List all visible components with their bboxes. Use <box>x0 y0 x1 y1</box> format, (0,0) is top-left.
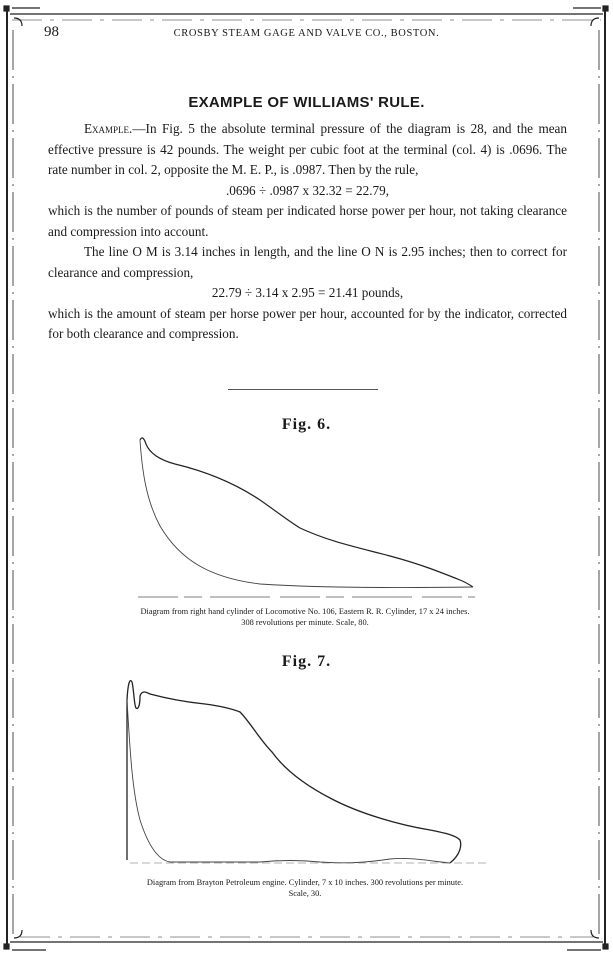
figure-6-label: Fig. 6. <box>281 416 332 433</box>
figure-7-upper-curve <box>127 681 461 863</box>
paragraph-1-text: —In Fig. 5 the absolute terminal pressure of the diagram is 28, and the mean effective pressure is 42 pounds. The weight per cubic foot at the terminal (col. 4) is .0696. The rate number in col. 2, opposite the M. E. P., is .0987. Then by the rule, <box>48 121 567 177</box>
corner-ornament-tr <box>603 6 608 11</box>
paragraph-1 <box>48 119 567 181</box>
figure-7-caption-line-1: Diagram from Brayton Petroleum engine. Cylinder, 7 x 10 inches. 300 revolutions per minute. <box>146 878 464 887</box>
figure-6-upper-curve <box>140 438 473 587</box>
section-separator-rule <box>228 389 378 390</box>
corner-ornament-tl <box>4 6 9 11</box>
paragraph-2: which is the number of pounds of steam per indicated horse power per hour, not taking clearance and compression into account. <box>48 203 567 239</box>
example-lead: Example. <box>84 121 133 136</box>
figure-6-caption <box>60 606 550 628</box>
figure-6-caption-line-2: 308 revolutions per minute. Scale, 80. <box>241 618 369 627</box>
body-text <box>48 119 567 345</box>
figure-7-caption-line-2: Scale, 30. <box>288 889 322 898</box>
figure-7-label: Fig. 7. <box>281 653 332 670</box>
corner-scroll-tl <box>14 18 22 26</box>
section-title: EXAMPLE OF WILLIAMS' RULE. <box>188 94 425 111</box>
figure-7-caption <box>60 877 550 899</box>
figure-6-lower-curve <box>140 440 473 588</box>
corner-ornament-br <box>603 944 608 949</box>
figure-6-indicator-diagram <box>120 430 490 605</box>
figure-7-indicator-diagram <box>110 670 510 870</box>
equation-1: .0696 ÷ .0987 x 32.32 = 22.79, <box>225 182 390 198</box>
figure-7-lower-curve <box>127 700 450 863</box>
corner-ornament-bl <box>4 944 9 949</box>
figure-6-caption-line-1: Diagram from right hand cylinder of Locomotive No. 106, Eastern R. R. Cylinder, 17 x 24 inches. <box>140 607 470 616</box>
paragraph-3: The line O M is 3.14 inches in length, and the line O N is 2.95 inches; then to correct for clearance and compression, <box>48 244 567 280</box>
page-number: 98 <box>44 24 59 40</box>
running-head: CROSBY STEAM GAGE AND VALVE CO., BOSTON. <box>173 28 440 39</box>
equation-2: 22.79 ÷ 3.14 x 2.95 = 21.41 pounds, <box>211 285 404 300</box>
paragraph-4: which is the amount of steam per horse power per hour, accounted for by the indicator, corrected for both clearance and compression. <box>48 305 567 341</box>
